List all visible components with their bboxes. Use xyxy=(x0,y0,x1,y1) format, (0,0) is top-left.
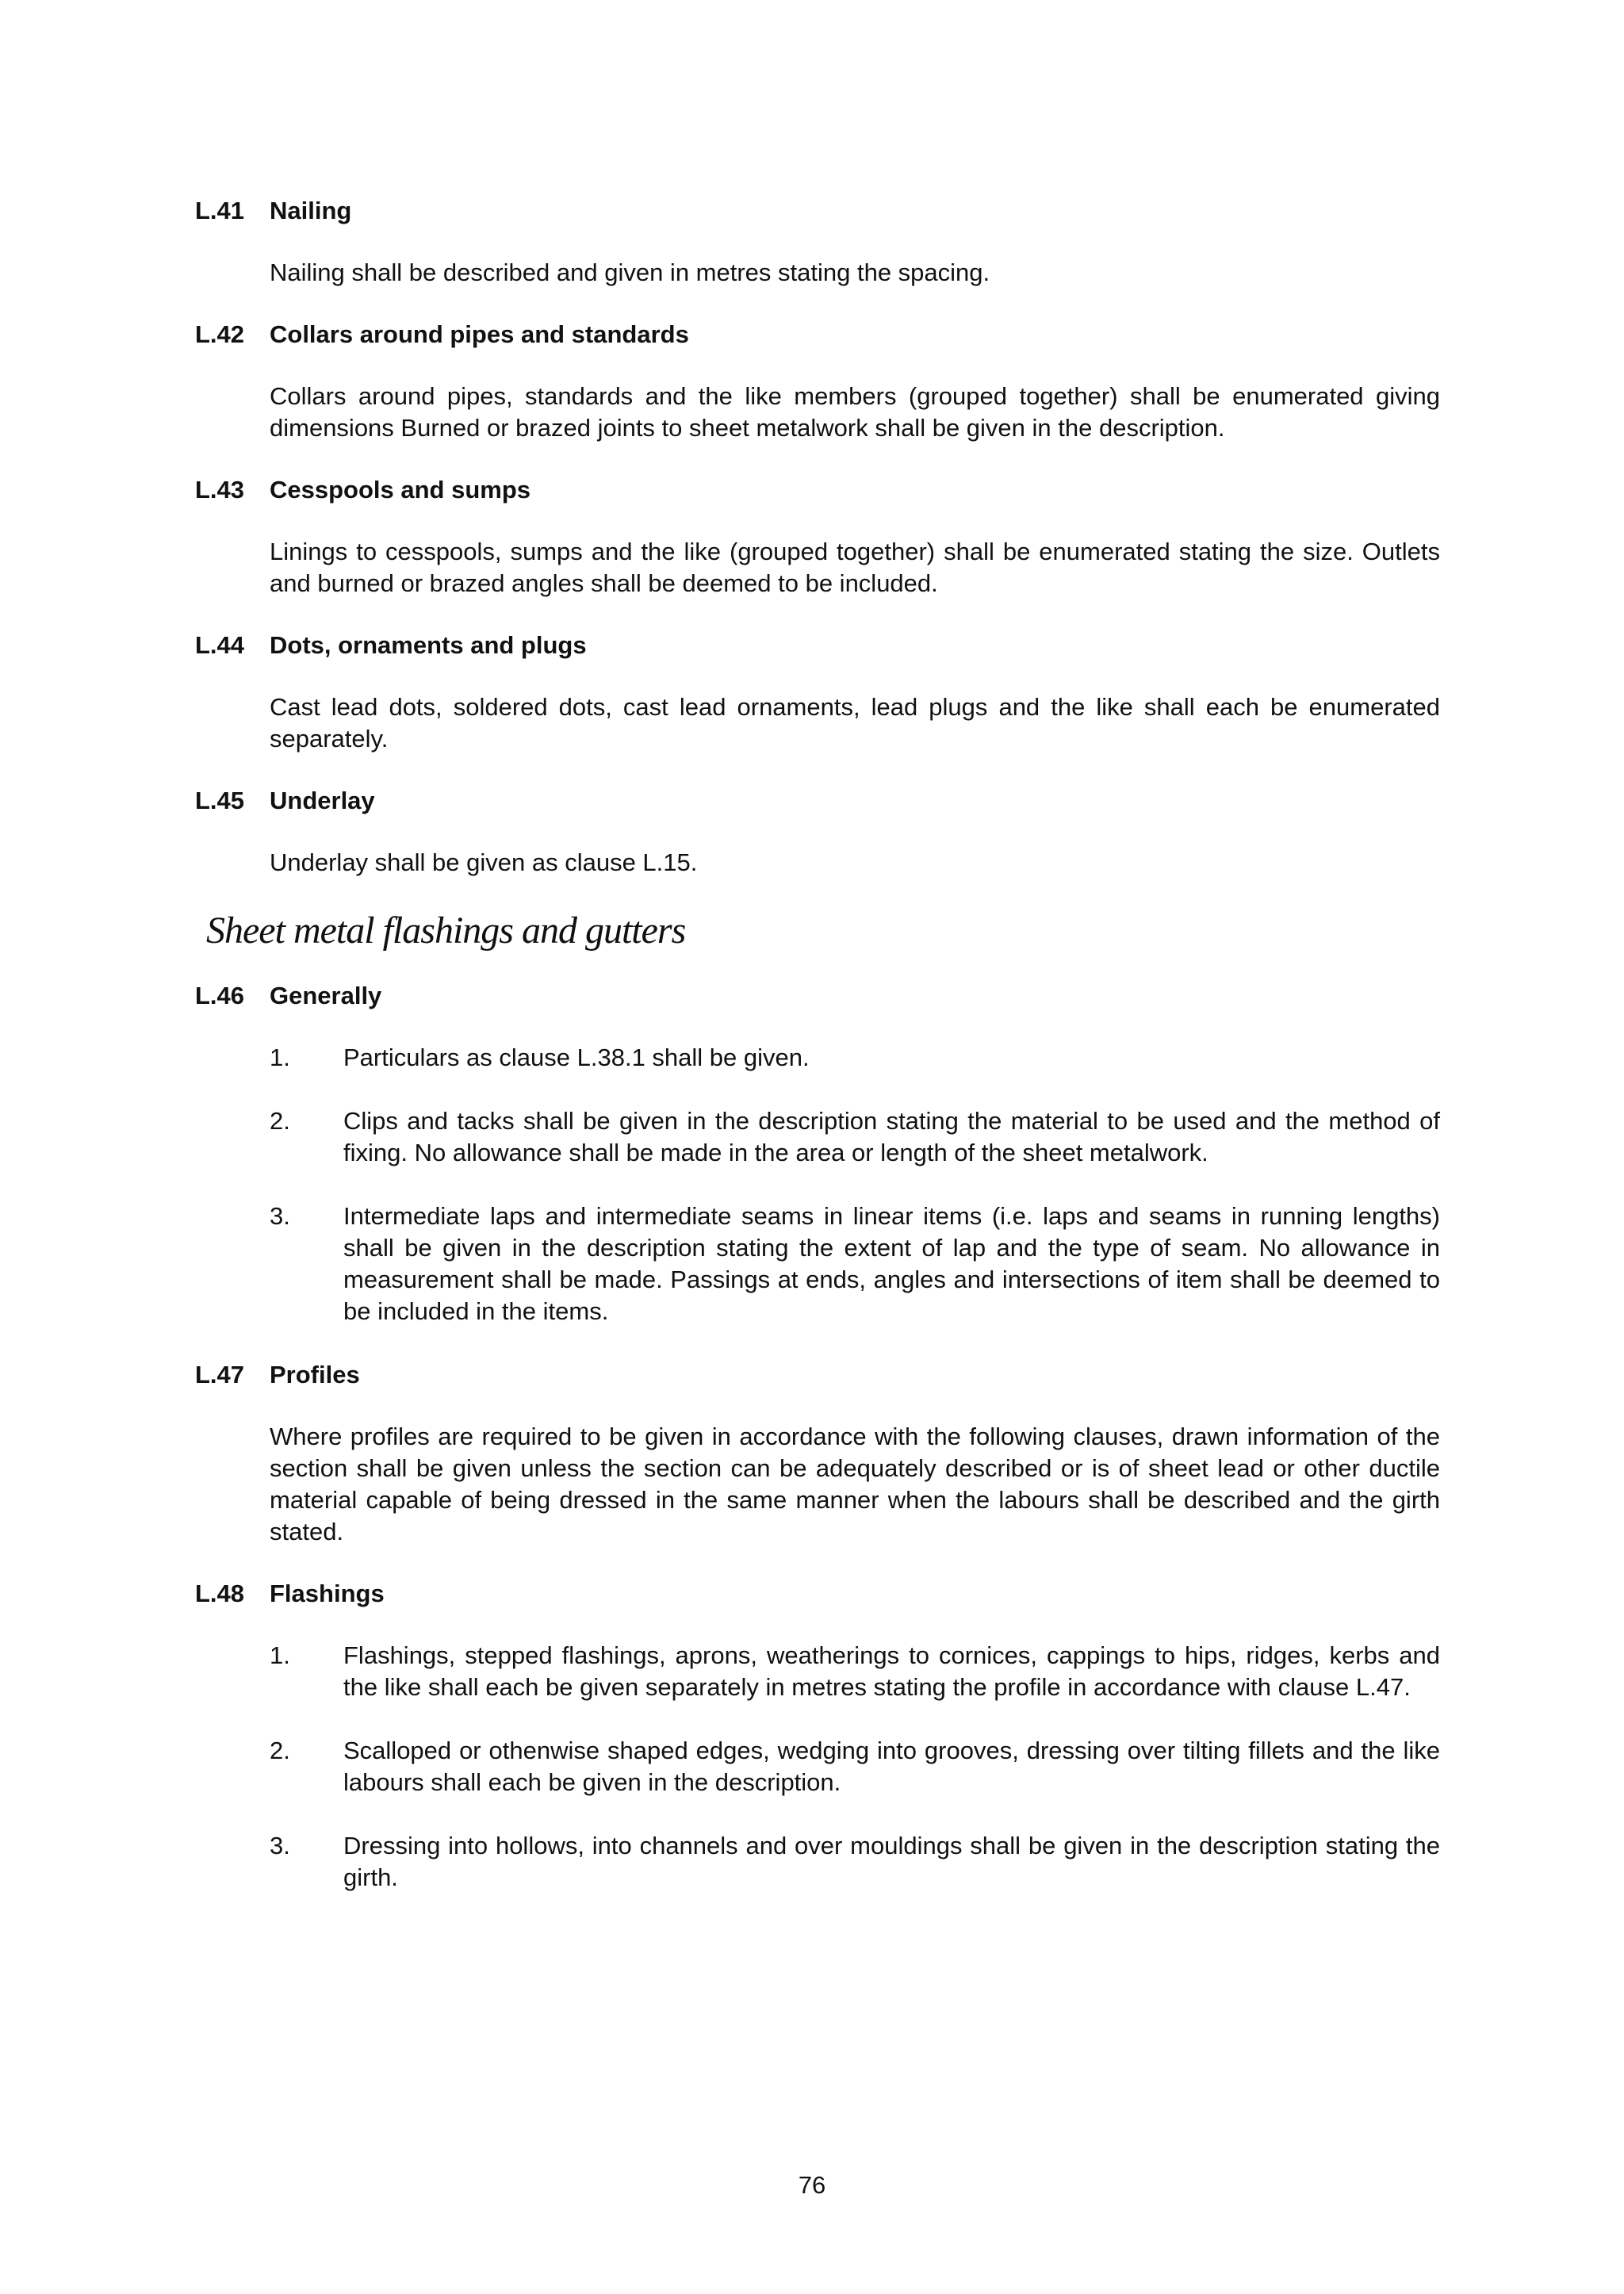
clause-heading xyxy=(195,474,1440,506)
list-item xyxy=(270,1105,1440,1169)
clause-body: Collars around pipes, standards and the like members (grouped together) shall be enumerated giving dimensions Burned or brazed joints to sheet metalwork shall be given in the description. xyxy=(270,382,1440,442)
clause-body: Underlay shall be given as clause L.15. xyxy=(270,848,698,876)
list-item xyxy=(270,1830,1440,1894)
clause-number: L.41 xyxy=(195,197,245,224)
clause-title: Nailing xyxy=(270,197,352,224)
page-content xyxy=(195,195,1440,1925)
clause-heading xyxy=(195,195,1440,227)
clause-l46 xyxy=(195,980,1440,1327)
list-item-text: Clips and tacks shall be given in the description stating the material to be used and the method of fixing. No allowance shall be made in the area or length of the sheet metalwork. xyxy=(343,1107,1440,1166)
section-heading: Sheet metal flashings and gutters xyxy=(206,910,686,952)
clause-number: L.47 xyxy=(195,1361,245,1388)
clause-l45 xyxy=(195,785,1440,879)
list-item-number: 2. xyxy=(270,1107,290,1135)
clause-heading xyxy=(195,980,1440,1012)
list-item xyxy=(270,1735,1440,1798)
clause-body: Where profiles are required to be given in accordance with the following clauses, drawn information of the section shall be given unless the section can be adequately described or is of sheet lead or other ductile material capable of being dressed in the same manner when the labours shall be described and the girth stated. xyxy=(270,1423,1440,1545)
clause-l44 xyxy=(195,630,1440,755)
clause-heading xyxy=(195,1359,1440,1391)
clause-title: Dots, ornaments and plugs xyxy=(270,631,587,659)
clause-title: Collars around pipes and standards xyxy=(270,320,689,348)
list-item-number: 3. xyxy=(270,1832,290,1859)
clause-number: L.44 xyxy=(195,631,245,659)
clause-heading xyxy=(195,319,1440,350)
list-item xyxy=(270,1042,1440,1074)
clause-number: L.48 xyxy=(195,1580,245,1607)
clause-body: Cast lead dots, soldered dots, cast lead ornaments, lead plugs and the like shall each be enumerated separately. xyxy=(270,693,1440,753)
clause-title: Underlay xyxy=(270,787,375,814)
list-item-number: 1. xyxy=(270,1044,290,1071)
list-item xyxy=(270,1201,1440,1327)
list-item-number: 1. xyxy=(270,1641,290,1669)
clause-l43 xyxy=(195,474,1440,599)
list-item-text: Scalloped or othenwise shaped edges, wedging into grooves, dressing over tilting fillets and the like labours shall each be given in the description. xyxy=(343,1737,1440,1796)
clause-l47 xyxy=(195,1359,1440,1548)
clause-number: L.43 xyxy=(195,476,245,504)
list-item-text: Intermediate laps and intermediate seams in linear items (i.e. laps and seams in running lengths) shall be given in the description stating the extent of lap and the type of seam. No allowance in measurement shall be made. Passings at ends, angles and intersections of item shall be deemed to be included in the items. xyxy=(343,1202,1440,1325)
clause-number: L.46 xyxy=(195,982,245,1009)
clause-title: Flashings xyxy=(270,1580,385,1607)
list-item-number: 2. xyxy=(270,1737,290,1764)
list-item-text: Dressing into hollows, into channels and over mouldings shall be given in the description stating the girth. xyxy=(343,1832,1440,1891)
list-item xyxy=(270,1640,1440,1703)
clause-number: L.45 xyxy=(195,787,245,814)
list-item-text: Particulars as clause L.38.1 shall be given. xyxy=(343,1044,810,1071)
clause-l41 xyxy=(195,195,1440,289)
clause-heading xyxy=(195,1578,1440,1610)
clause-body: Linings to cesspools, sumps and the like (grouped together) shall be enumerated stating the size. Outlets and burned or brazed angles shall be deemed to be included. xyxy=(270,538,1440,597)
clause-number: L.42 xyxy=(195,320,245,348)
list-item-number: 3. xyxy=(270,1202,290,1230)
clause-heading xyxy=(195,630,1440,661)
clause-l48 xyxy=(195,1578,1440,1894)
clause-body: Nailing shall be described and given in metres stating the spacing. xyxy=(270,259,990,286)
clause-heading xyxy=(195,785,1440,817)
clause-l42 xyxy=(195,319,1440,444)
clause-title: Generally xyxy=(270,982,382,1009)
clause-title: Profiles xyxy=(270,1361,360,1388)
page-number: 76 xyxy=(798,2171,826,2199)
clause-title: Cesspools and sumps xyxy=(270,476,531,504)
list-item-text: Flashings, stepped flashings, aprons, weatherings to cornices, cappings to hips, ridges, kerbs and the like shall each be given separately in metres stating the profile in accordance with clause L.47. xyxy=(343,1641,1440,1701)
